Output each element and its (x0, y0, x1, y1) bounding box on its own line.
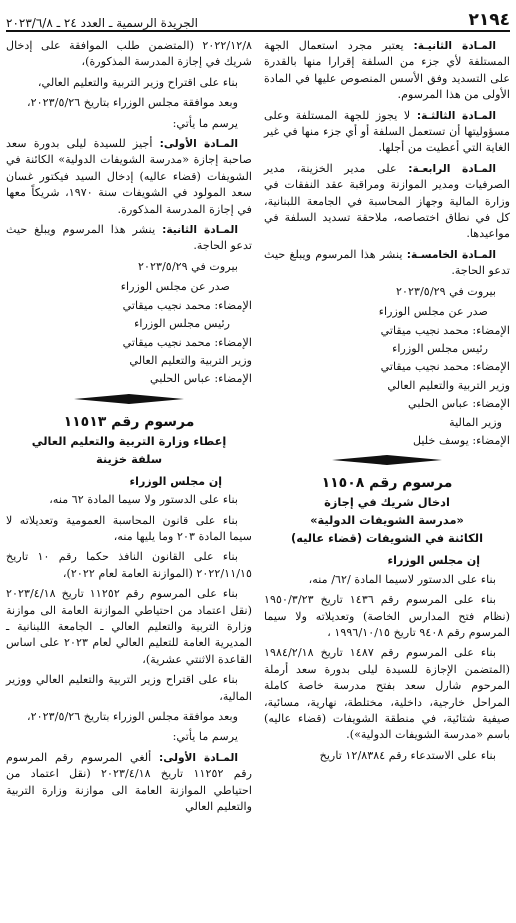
decree-subtitle: ادخال شريك في إجازة (324, 495, 450, 510)
recital: بناء على الدستور ولا سيما المادة ٦٢ منه، (49, 493, 238, 507)
council-heading: إن مجلس الوزراء (387, 554, 480, 568)
left-column (6, 38, 252, 819)
decree-subtitle: الكائنة في الشويفات (قضاء عاليه) (291, 531, 483, 546)
recital: بناء على المرسوم رقم ١٤٨٧ تاريخ ١٩٨٤/٢/١٨ (المتضمن الإجازة للسيدة ليلى بدورة سعد أرملة المرحوم شارل سعد بفتح مدرسة خاصة كاملة المراحل خارجية، داخلية، مختلطة، نهارية، مسائية، صيفية شتائية، في منطقة الشويفات (قضاء عاليه) باسم «مدرسة الشويفات الدولية»). (264, 646, 510, 742)
section-divider (6, 394, 252, 404)
article-1 (6, 750, 252, 816)
page-header (6, 4, 510, 32)
article-label: المـادة الأولى: (159, 751, 238, 764)
article-label: المـادة الخامسـة: (406, 248, 496, 261)
recital: بناء على اقتراح وزير التربية والتعليم العالي، (37, 75, 238, 89)
signature-line: رئيس مجلس الوزراء (134, 317, 230, 331)
article-text: على مدير الخزينة، مدير الصرفيات ومدير الموازنة ومراقبة عقد النفقات في وزارة المالية وجهاز المحاسبة في الجامعة اللبنانية، كل في نطاق اختصاصه، ملاحقة تسديد السلفة في مواعيدها. (264, 161, 510, 241)
article-label: المـادة الثانيـة: (413, 40, 496, 52)
recital: بناء على اقتراح وزير التربية والتعليم العالي ووزير المالية، (6, 673, 252, 703)
signature-line: الإمضاء: عباس الحلبي (408, 397, 510, 411)
signature-line: الإمضاء: يوسف خليل (412, 433, 510, 447)
signature-line: الإمضاء: عباس الحلبي (150, 372, 252, 386)
council-heading: إن مجلس الوزراء (129, 474, 222, 488)
article-label: المـادة الأولى: (159, 138, 238, 151)
signature-line: صدر عن مجلس الوزراء (378, 305, 488, 319)
article-5 (264, 247, 510, 280)
decree-title: مرسوم رقم ١١٥١٣ (63, 413, 195, 430)
recital: بناء على المرسوم رقم ١٤٣٦ تاريخ ١٩٥٠/٣/٢٣ (نظام فتح المدارس الخاصة) وتعديلاته ولا سيما المرسوم رقم ٩٤٠٨ تاريخ ١٩٩٦/١٠/١٥ ، (264, 593, 510, 639)
page-number: ٢١٩٤ (468, 10, 510, 30)
decree-subtitle: سلفة خزينة (95, 451, 163, 466)
article-text: لا يجوز للجهة المستلفة وعلى مسؤوليتها أن تستعمل السلفة أو أي جزء منها في غير الغاية التي أعطيت من أجلها. (264, 108, 510, 155)
right-column (264, 38, 510, 819)
signature-line: رئيس مجلس الوزراء (392, 341, 488, 355)
decree-subtitle: «مدرسة الشويفات الدولية» (310, 513, 464, 528)
page-columns (6, 38, 510, 819)
recital: بناء على قانون المحاسبة العمومية وتعديلاته لا سيما المادة ٢٠٣ وما يليها منه، (6, 513, 252, 543)
section-divider (264, 455, 510, 465)
signature-line: الإمضاء: محمد نجيب ميقاتي (122, 298, 252, 312)
decrees-heading: يرسم ما يأتي: (172, 116, 238, 130)
signature-line: الإمضاء: محمد نجيب ميقاتي (380, 323, 510, 337)
gazette-title: الجريدة الرسمية ـ العدد ٢٤ ـ ٢٠٢٣/٦/٨ (6, 16, 198, 30)
article-label: المـادة الرابعـة: (408, 162, 497, 175)
recital: بناء على الاستدعاء رقم ١٢/٨٣٨٤ تاريخ (319, 748, 496, 762)
recital: وبعد موافقة مجلس الوزراء بتاريخ ٢٠٢٣/٥/٢٦، (27, 96, 238, 110)
decree-subtitle: إعطاء وزارة التربية والتعليم العالي (31, 433, 227, 448)
signature-line: وزير المالية (449, 415, 502, 429)
recital: بناء على القانون النافذ حكما رقم ١٠ تاريخ ٢٠٢٢/١١/١٥ (الموازنة العامة لعام ٢٠٢٢)، (6, 550, 252, 580)
decree-date: بيروت في ٢٠٢٣/٥/٢٩ (396, 284, 496, 298)
article-text: أجيز للسيدة ليلى بدورة سعد صاحبة إجازة «مدرسة الشويفات الدولية» الكائنة في الشويفات (قضاء عاليه) إدخال السيد فيكتور غسان سعد المولود في الشويفات سنة ١٩٧٠، شريكاً معها في إجازة المدرسة المذكورة. (6, 137, 252, 216)
article-2 (264, 38, 510, 104)
signature-line: صدر عن مجلس الوزراء (120, 280, 230, 294)
article-1 (6, 136, 252, 218)
article-text: ينشر هذا المرسوم ويبلغ حيث تدعو الحاجة. (6, 223, 252, 253)
article-text: ينشر هذا المرسوم ويبلغ حيث تدعو الحاجة. (264, 247, 510, 278)
recital: وبعد موافقة مجلس الوزراء بتاريخ ٢٠٢٣/٥/٢٦، (27, 710, 238, 723)
decree-title: مرسوم رقم ١١٥٠٨ (321, 475, 453, 492)
recital: ٢٠٢٢/١٢/٨ (المتضمن طلب الموافقة على إدخال شريك في إجازة المدرسة المذكورة)، (6, 39, 252, 69)
signature-line: الإمضاء: محمد نجيب ميقاتي (122, 335, 252, 349)
decrees-heading: يرسم ما يأتي: (172, 730, 238, 744)
article-label: المـادة الثالثـة: (416, 109, 496, 122)
article-4 (264, 161, 510, 243)
signature-line: وزير التربية والتعليم العالي (387, 378, 510, 392)
article-text: ألغي المرسوم رقم المرسوم رقم ١١٢٥٢ تاريخ ٢٠٢٣/٤/١٨ (نقل اعتماد من احتياطي الموازنة العامة الى موازنة وزارة التربية والتعليم العالي (6, 750, 252, 814)
decree-date: بيروت في ٢٠٢٣/٥/٢٩ (138, 259, 238, 273)
recital: بناء على المرسوم رقم ١١٢٥٢ تاريخ ٢٠٢٣/٤/١٨ (نقل اعتماد من احتياطي الموازنة العامة الى موازنة وزارة التربية والتعليم العالي ـ الجامعة اللبنانية ـ المديرية العامة للتعليم العالي لعام ٢٠٢٣ على اساس القاعدة الاثنتي عشرية)، (6, 587, 252, 666)
recital: بناء على الدستور لاسيما المادة /٦٢/ منه، (308, 572, 496, 586)
article-text: يعتبر مجرد استعمال الجهة المستلفة لأي جزء من السلفة إقرارا منها بالقدرة على التسديد وفق الأسس المنصوص عليها في المادة الأولى من هذا المرسوم. (264, 39, 510, 102)
signature-line: الإمضاء: محمد نجيب ميقاتي (380, 360, 510, 374)
signature-line: وزير التربية والتعليم العالي (129, 353, 252, 367)
article-2 (6, 222, 252, 255)
article-label: المـادة الثانية: (162, 224, 238, 237)
article-3 (264, 108, 510, 157)
